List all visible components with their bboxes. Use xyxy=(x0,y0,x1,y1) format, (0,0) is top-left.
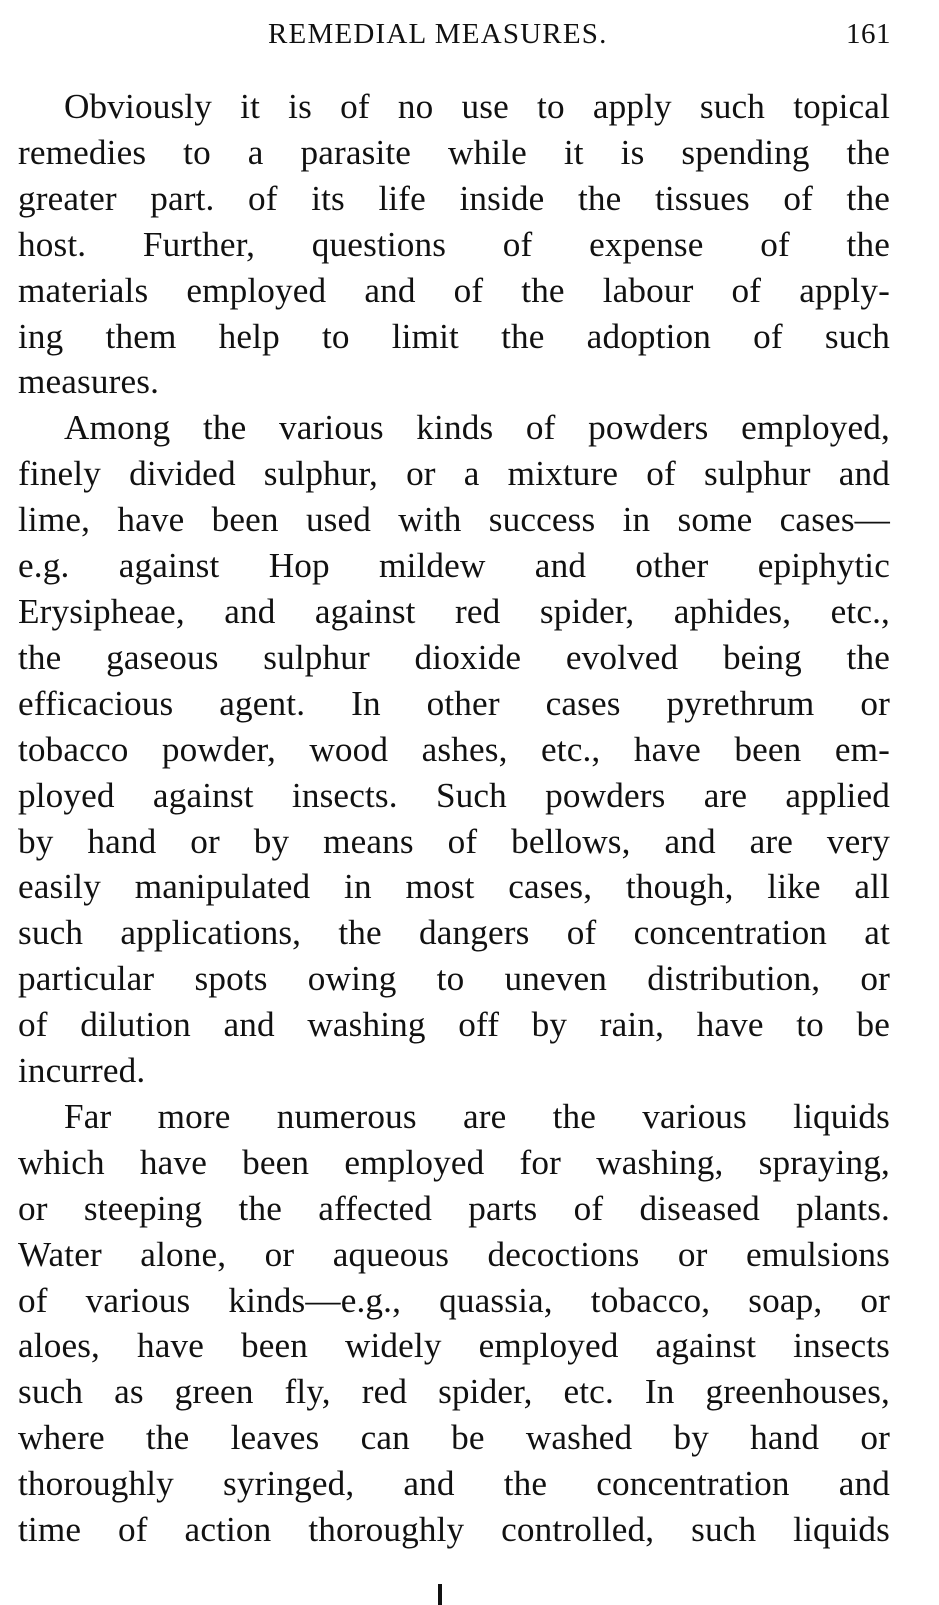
text-line: Obviously it is of no use to apply such topical xyxy=(64,87,890,126)
text-line: aloes, have been widely employed against insects xyxy=(18,1326,890,1366)
text-line: Erysipheae, and against red spider, aphides, etc., xyxy=(18,591,890,631)
text-line: thoroughly syringed, and the concentration and xyxy=(18,1464,890,1504)
text-line: materials employed and of the labour of apply- xyxy=(18,270,890,310)
text-line: or steeping the affected parts of diseased plants. xyxy=(18,1188,890,1228)
paragraph-obviously xyxy=(18,84,890,405)
text-line: host. Further, questions of expense of the xyxy=(18,224,890,264)
text-line: of dilution and washing off by rain, have to be xyxy=(18,1005,890,1045)
text-line: the gaseous sulphur dioxide evolved being the xyxy=(18,637,890,677)
text-line: ing them help to limit the adoption of such xyxy=(18,316,890,356)
text-line: measures. xyxy=(18,362,160,402)
running-title: REMEDIAL MEASURES. xyxy=(268,18,608,50)
text-line: incurred. xyxy=(18,1051,146,1091)
text-line: which have been employed for washing, spraying, xyxy=(18,1142,890,1182)
text-line: e.g. against Hop mildew and other epiphytic xyxy=(18,546,890,586)
text-line: ployed against insects. Such powders are applied xyxy=(18,775,890,815)
text-line: easily manipulated in most cases, though, like all xyxy=(18,867,890,907)
text-line: such applications, the dangers of concentration at xyxy=(18,913,890,953)
running-head xyxy=(0,14,939,54)
text-line: greater part. of its life inside the tissues of the xyxy=(18,178,890,218)
text-line: by hand or by means of bellows, and are very xyxy=(18,821,890,861)
paragraph-powders xyxy=(18,405,890,1094)
body-text xyxy=(18,84,890,1553)
paragraph-liquids xyxy=(18,1094,890,1553)
text-line: efficacious agent. In other cases pyrethrum or xyxy=(18,683,890,723)
text-line: Water alone, or aqueous decoctions or emulsions xyxy=(18,1234,890,1274)
text-line: particular spots owing to uneven distribution, or xyxy=(18,959,890,999)
printer-signature-mark xyxy=(438,1584,442,1605)
text-line: tobacco powder, wood ashes, etc., have been em- xyxy=(18,729,890,769)
text-line: such as green fly, red spider, etc. In greenhouses, xyxy=(18,1372,890,1412)
text-line: Far more numerous are the various liquids xyxy=(64,1096,890,1136)
text-line: finely divided sulphur, or a mixture of sulphur and xyxy=(18,454,890,494)
text-line: of various kinds—e.g., quassia, tobacco, soap, or xyxy=(18,1280,890,1320)
text-line: lime, have been used with success in some cases— xyxy=(18,500,890,540)
text-line: Among the various kinds of powders employed, xyxy=(64,408,890,448)
text-line: time of action thoroughly controlled, such liquids xyxy=(18,1510,890,1550)
text-line: where the leaves can be washed by hand or xyxy=(18,1418,890,1458)
page-number: 161 xyxy=(846,18,891,50)
text-line: remedies to a parasite while it is spending the xyxy=(18,132,890,172)
